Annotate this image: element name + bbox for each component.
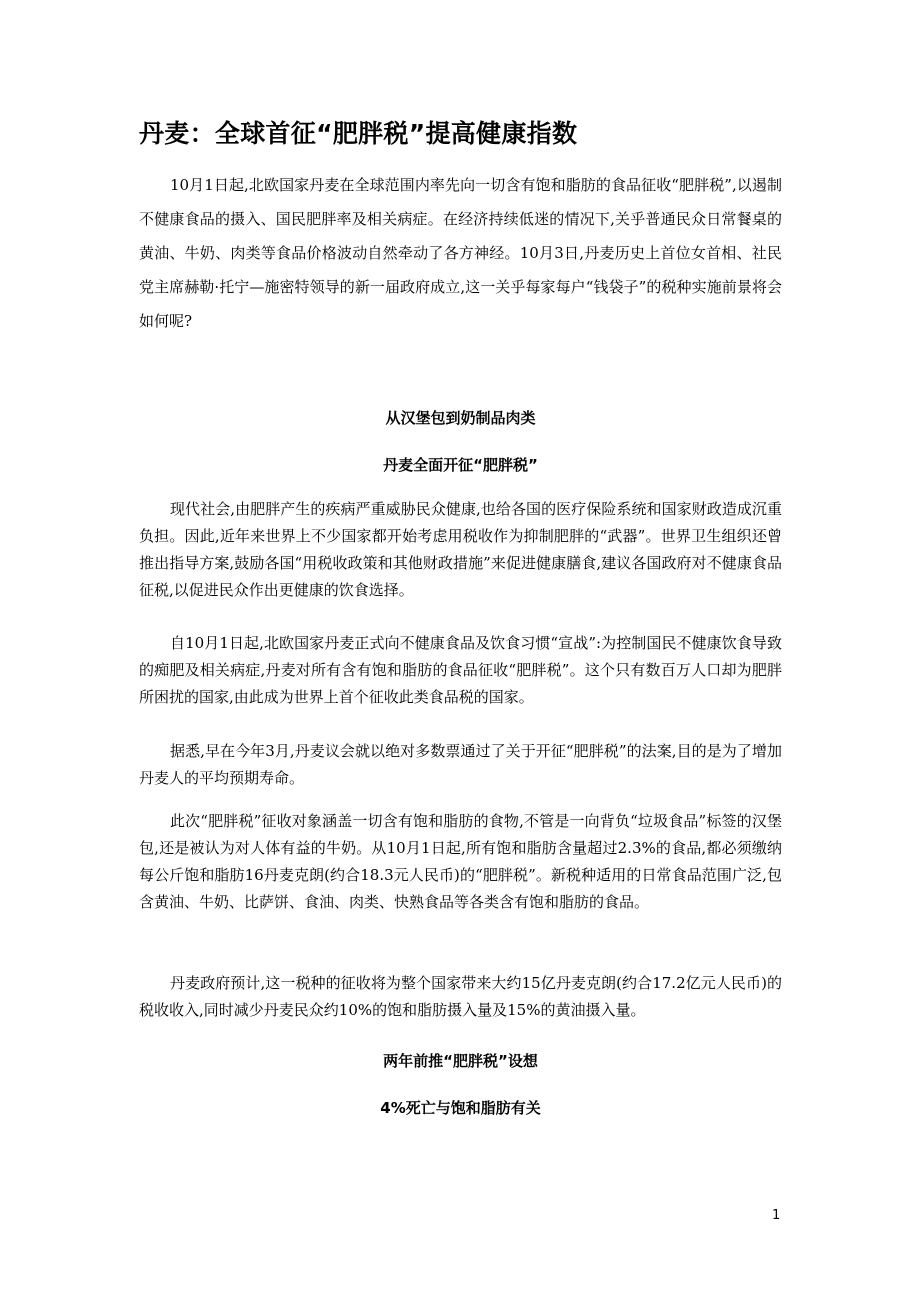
section2-heading-line1: 两年前推“肥胖税”设想 (383, 1052, 538, 1070)
section1-heading-line2: 丹麦全面开征“肥胖税” (383, 456, 538, 474)
section2-heading-line2: 4%死亡与饱和脂肪有关 (380, 1099, 541, 1117)
body-paragraph-5: 丹麦政府预计,这一税种的征收将为整个国家带来大约15亿丹麦克朗(约合17.2亿元人民币)的税收收入,同时减少丹麦民众约10%的饱和脂肪摄入量及15%的黄油摄入量。 (139, 974, 782, 1019)
body-paragraph-2: 自10月1日起,北欧国家丹麦正式向不健康食品及饮食习惯“宣战”:为控制国民不健康饮食导致的痴肥及相关病症,丹麦对所有含有饱和脂肪的食品征收“肥胖税”。这个只有数百万人口却为肥胖所困扰的国家,由此成为世界上首个征收此类食品税的国家。 (139, 634, 782, 706)
intro-paragraph: 10月1日起,北欧国家丹麦在全球范围内率先向一切含有饱和脂肪的食品征收“肥胖税”,以遏制不健康食品的摄入、国民肥胖率及相关病症。在经济持续低迷的情况下,关乎普通民众日常餐桌的黄油、牛奶、肉类等食品价格波动自然牵动了各方神经。10月3日,丹麦历史上首位女首相、社民党主席赫勒·托宁—施密特领导的新一届政府成立,这一关乎每家每户“钱袋子”的税种实施前景将会如何呢? (139, 176, 782, 330)
section1-heading-line1: 从汉堡包到奶制品肉类 (385, 409, 536, 427)
body-paragraph-4: 此次“肥胖税”征收对象涵盖一切含有饱和脂肪的食物,不管是一向背负“垃圾食品”标签的汉堡包,还是被认为对人体有益的牛奶。从10月1日起,所有饱和脂肪含量超过2.3%的食品,都必须缴纳每公斤饱和脂肪16丹麦克朗(约合18.3元人民币)的“肥胖税”。新税种适用的日常食品范围广泛,包含黄油、牛奶、比萨饼、食油、肉类、快熟食品等各类含有饱和脂肪的食品。 (139, 812, 782, 911)
body-paragraph-3: 据悉,早在今年3月,丹麦议会就以绝对多数票通过了关于开征“肥胖税”的法案,目的是为了增加丹麦人的平均预期寿命。 (139, 742, 782, 787)
body-paragraph-1: 现代社会,由肥胖产生的疾病严重威胁民众健康,也给各国的医疗保险系统和国家财政造成沉重负担。因此,近年来世界上不少国家都开始考虑用税收作为抑制肥胖的“武器”。世界卫生组织还曾推出指导方案,鼓励各国“用税收政策和其他财政措施”来促进健康膳食,建议各国政府对不健康食品征税,以促进民众作出更健康的饮食选择。 (139, 500, 782, 599)
page-number: 1 (772, 1208, 781, 1223)
document-title: 丹麦：全球首征“肥胖税”提高健康指数 (139, 119, 578, 148)
